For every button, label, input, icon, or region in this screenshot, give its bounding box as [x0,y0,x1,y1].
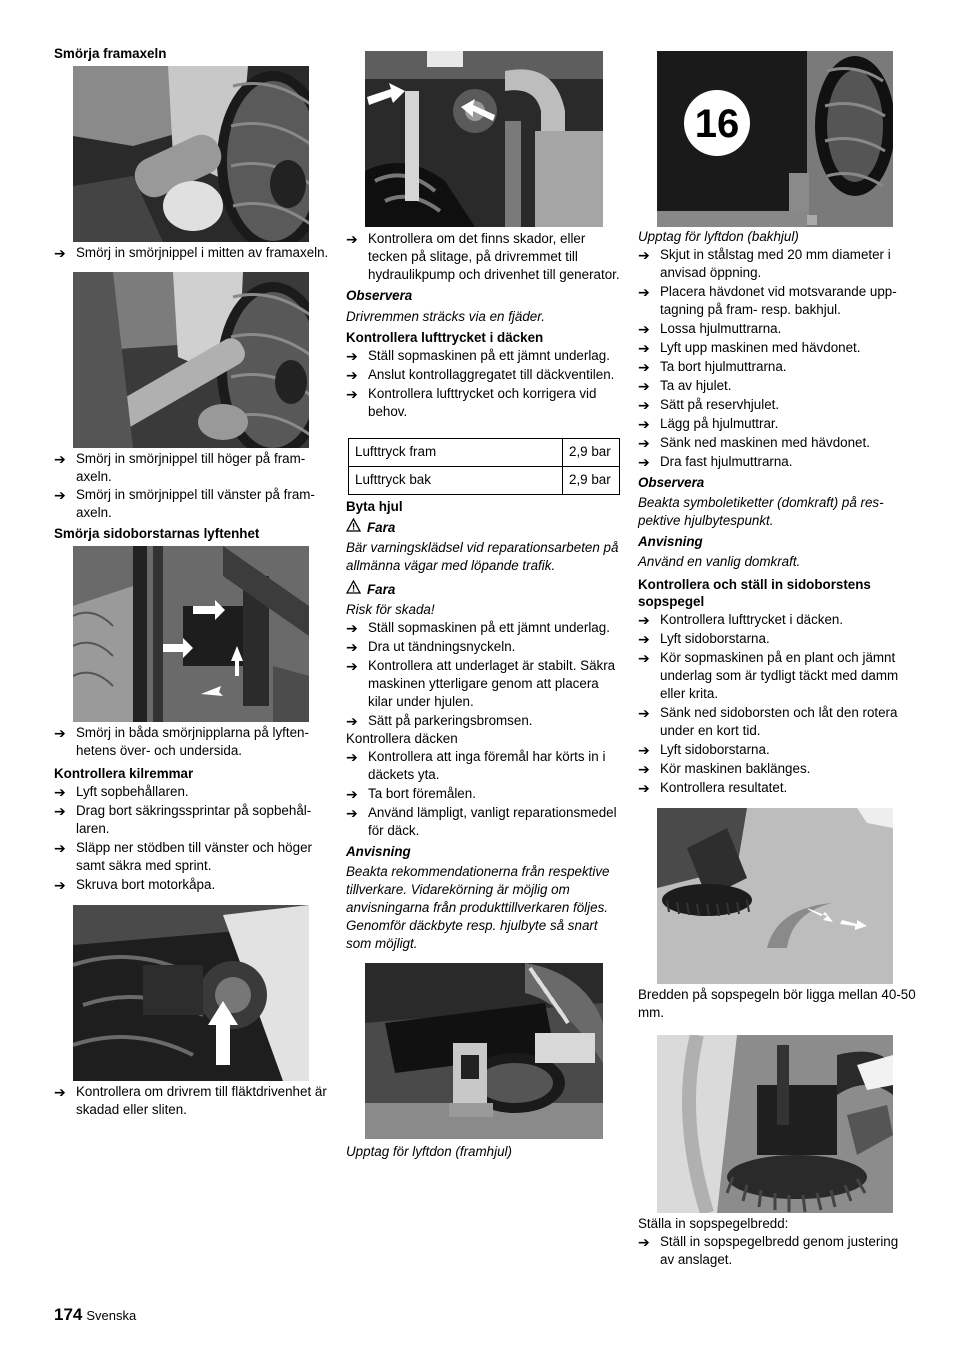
bullet-item: ➔ Sätt på parkeringsbromsen. [346,713,533,729]
bullet-item: ➔ Anslut kontrollaggregatet till däckventilen. [346,367,615,383]
bullet-item: ➔ Smörj in smörjnippel till höger på framaxeln. [54,451,306,484]
arrow-icon: ➔ [54,487,66,503]
arrow-icon: ➔ [638,650,650,666]
bullet-item: ➔ Sänk ned sidoborsten och låt den rotera under en kort tid. [638,705,898,738]
heading-v-belts: Kontrollera kilremmar [54,766,194,781]
bullet-item: ➔ Ställ sopmaskinen på ett jämnt underlag. [346,620,610,636]
bullet-item: ➔ Smörj in båda smörjnipplarna på lyftenhetens över- och undersida. [54,725,309,758]
bullet-item: ➔ Ta bort hjulmuttrarna. [638,359,787,375]
arrow-icon: ➔ [638,761,650,777]
arrow-icon: ➔ [346,386,358,402]
note-text: Beakta symboletiketter (domkraft) på respektive hjulbytespunkt. [638,495,884,528]
arrow-icon: ➔ [638,378,650,394]
table-cell: Lufttryck bak [349,467,563,495]
bullet-item: ➔ Lossa hjulmuttrarna. [638,321,782,337]
bullet-item: ➔ Drag bort säkringssprintar på sopbehållaren. [54,803,312,836]
arrow-icon: ➔ [638,631,650,647]
photo-front-axle-center [73,66,309,242]
bullet-item: ➔ Kontrollera om det finns skador, eller tecken på slitage, på drivremmet till hydraulikpump och drivenhet till generator. [346,231,620,282]
page-footer [54,1306,136,1325]
bullet-item: ➔ Kontrollera lufttrycket i däcken. [638,612,844,628]
photo-sweep-mirror [657,808,893,984]
tire-pressure-table [348,438,620,495]
arrow-icon: ➔ [346,348,358,364]
arrow-icon: ➔ [638,454,650,470]
bullet-item: ➔ Kontrollera lufttrycket och korrigera vid behov. [346,386,597,419]
note-text: Beakta rekommendationerna från respektive tillverkare. Vidarekörning är möjlig om anvisningarna från produkttillverkaren följes. Genomför däckbyte resp. hjulbyte så snart som möjligt. [346,864,610,951]
arrow-icon: ➔ [638,397,650,413]
arrow-icon: ➔ [638,247,650,263]
heading-change-wheel: Byta hjul [346,499,403,514]
bullet-item: ➔ Sänk ned maskinen med hävdonet. [638,435,870,451]
bullet-item: ➔ Dra ut tändningsnyckeln. [346,639,516,655]
warning-text: Risk för skada! [346,602,435,617]
bullet-item: ➔ Ta bort föremålen. [346,786,476,802]
bullet-item: ➔ Lyft sidoborstarna. [638,742,770,758]
paragraph-mirror-width: Bredden på sopspegeln bör ligga mellan 40-50 mm. [638,987,916,1020]
photo-fan-belt [73,905,309,1081]
arrow-icon: ➔ [346,367,358,383]
arrow-icon: ➔ [346,658,358,674]
note-anvisning: Anvisning [346,844,411,859]
bullet-item: ➔ Släpp ner stödben till vänster och höger samt säkra med sprint. [54,840,312,873]
heading-front-axle: Smörja framaxeln [54,46,167,61]
sign-16-number: 16 [694,102,740,146]
arrow-icon: ➔ [346,749,358,765]
arrow-icon: ➔ [346,231,358,247]
bullet-item: ➔ Lyft upp maskinen med hävdonet. [638,340,861,356]
column-left [54,40,330,1119]
arrow-icon: ➔ [54,840,66,856]
column-middle [346,40,622,1161]
arrow-icon: ➔ [638,780,650,796]
bullet-item: ➔ Kontrollera att underlaget är stabilt. Säkra maskinen ytterligare genom att placera kilar under hjulen. [346,658,616,709]
arrow-icon: ➔ [638,340,650,356]
note-text: Drivremmen sträcks via en fjäder. [346,309,545,324]
warning-triangle-icon [346,518,362,537]
bullet-item: ➔ Kontrollera om drivrem till fläktdrivenhet är skadad eller sliten. [54,1084,327,1117]
arrow-icon: ➔ [638,1234,650,1250]
bullet-item: ➔ Kör sopmaskinen på en plant och jämnt underlag som är tydligt täckt med damm eller krita. [638,650,899,701]
bullet-item: ➔ Kontrollera att inga föremål har körts in i däckets yta. [346,749,606,782]
arrow-icon: ➔ [346,620,358,636]
arrow-icon: ➔ [638,284,650,300]
photo-jack-front [365,963,603,1139]
column-right [638,40,916,1269]
page-number: 174 [54,1305,83,1324]
bullet-item: ➔ Skjut in stålstag med 20 mm diameter i anvisad öppning. [638,247,891,280]
arrow-icon: ➔ [54,245,66,261]
arrow-icon: ➔ [638,435,650,451]
heading-tire-pressure: Kontrollera lufttrycket i däcken [346,330,544,345]
warning-danger: Fara [346,580,622,599]
bullet-item: ➔ Ställ in sopspegelbredd genom justering av anslaget. [638,1234,899,1267]
arrow-icon: ➔ [54,784,66,800]
table-cell: 2,9 bar [563,439,620,467]
warning-text: Bär varningsklädsel vid reparationsarbeten på allmänna vägar med löpande trafik. [346,540,619,573]
arrow-icon: ➔ [54,725,66,741]
photo-jack-rear [657,51,893,227]
arrow-icon: ➔ [638,321,650,337]
photo-front-axle-right [73,272,309,448]
bullet-item: ➔ Kör maskinen baklänges. [638,761,811,777]
arrow-icon: ➔ [346,786,358,802]
warning-danger: Fara [346,518,622,537]
arrow-icon: ➔ [638,612,650,628]
arrow-icon: ➔ [638,705,650,721]
caption-rear-jack: Upptag för lyftdon (bakhjul) [638,229,799,244]
bullet-item: ➔ Kontrollera resultatet. [638,780,788,796]
arrow-icon: ➔ [54,1084,66,1100]
heading-sweep-mirror: Kontrollera och ställ in sidoborstens sopspegel [638,577,871,609]
photo-hydraulic-belt [365,51,603,227]
bullet-item: ➔ Lyft sopbehållaren. [54,784,189,800]
bullet-item: ➔ Ställ sopmaskinen på ett jämnt underlag. [346,348,610,364]
bullet-item: ➔ Använd lämpligt, vanligt reparationsmedel för däck. [346,805,617,838]
bullet-item: ➔ Sätt på reservhjulet. [638,397,780,413]
table-row [349,467,620,495]
arrow-icon: ➔ [638,742,650,758]
arrow-icon: ➔ [346,805,358,821]
bullet-item: ➔ Placera hävdonet vid motsvarande upptagning på fram- resp. bakhjul. [638,284,897,317]
caption-front-jack: Upptag för lyftdon (framhjul) [346,1144,512,1159]
table-cell: 2,9 bar [563,467,620,495]
table-row [349,439,620,467]
photo-lift-unit [73,546,309,722]
footer-language: Svenska [86,1308,137,1323]
photo-adjust-stop [657,1035,893,1213]
note-text: Använd en vanlig domkraft. [638,554,801,569]
bullet-item: ➔ Lägg på hjulmuttrar. [638,416,779,432]
heading-side-brush-lift: Smörja sidoborstarnas lyftenhet [54,526,260,541]
paragraph-check-tires: Kontrollera däcken [346,731,458,746]
arrow-icon: ➔ [638,416,650,432]
arrow-icon: ➔ [346,713,358,729]
bullet-item: ➔ Skruva bort motorkåpa. [54,877,216,893]
arrow-icon: ➔ [54,451,66,467]
note-anvisning: Anvisning [638,534,703,549]
paragraph-set-width: Ställa in sopspegelbredd: [638,1216,789,1231]
arrow-icon: ➔ [54,803,66,819]
bullet-item: ➔ Ta av hjulet. [638,378,732,394]
note-observera: Observera [638,475,705,490]
bullet-item: ➔ Lyft sidoborstarna. [638,631,770,647]
bullet-item: ➔ Smörj in smörjnippel i mitten av framaxeln. [54,245,329,261]
arrow-icon: ➔ [54,877,66,893]
arrow-icon: ➔ [638,359,650,375]
arrow-icon: ➔ [346,639,358,655]
bullet-item: ➔ Smörj in smörjnippel till vänster på framaxeln. [54,487,315,520]
warning-triangle-icon [346,580,362,599]
table-cell: Lufttryck fram [349,439,563,467]
bullet-item: ➔ Dra fast hjulmuttrarna. [638,454,793,470]
note-observera: Observera [346,288,413,303]
